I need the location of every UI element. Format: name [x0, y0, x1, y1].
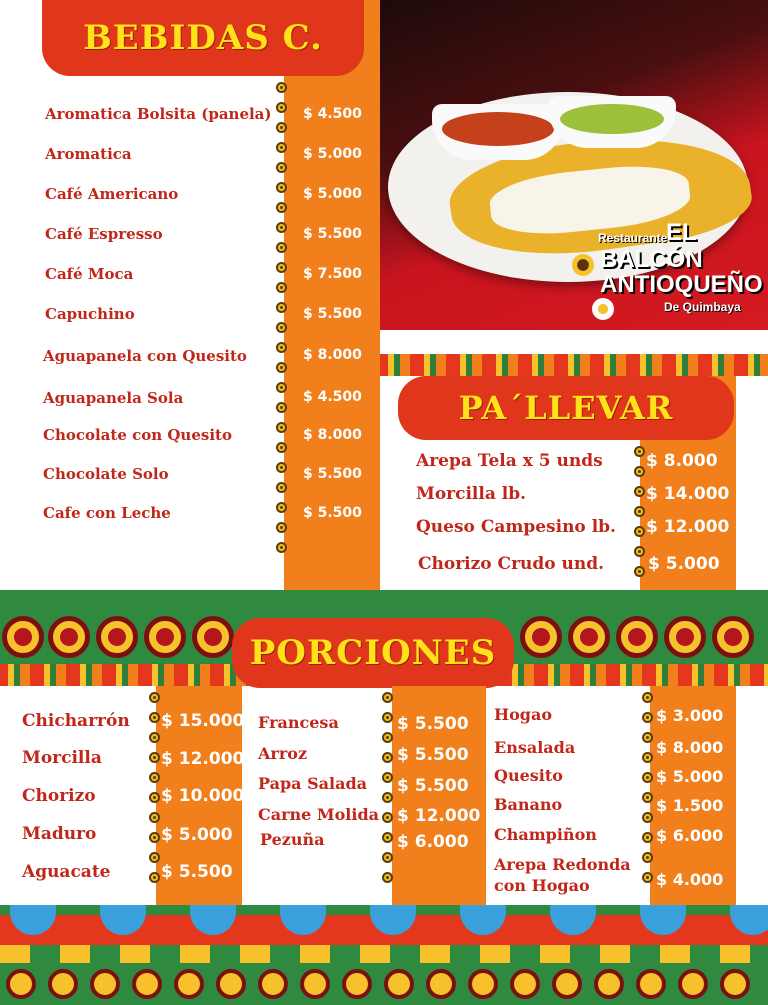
menu-item-price: $ 8.000 [303, 347, 362, 363]
menu-item-name: Arroz [258, 744, 308, 763]
menu-item-name: Aguapanela con Quesito [43, 347, 247, 365]
pallevar-dots [632, 446, 646, 586]
bebidas-title-banner [42, 0, 364, 76]
menu-item-price: $ 8.000 [303, 427, 362, 443]
menu-item-price: $ 4.000 [656, 870, 724, 889]
porciones-title: PORCIONES [249, 633, 497, 673]
menu-item-price: $ 4.500 [303, 106, 362, 122]
logo-el: EL [666, 219, 697, 246]
menu-item-name: con Hogao [494, 876, 590, 895]
menu-item-price: $ 1.500 [656, 796, 724, 815]
menu-item-price: $ 5.500 [303, 226, 362, 242]
menu-item-name: Aguacate [22, 862, 111, 882]
daisy-icon [592, 298, 614, 320]
menu-item-price: $ 5.000 [303, 186, 362, 202]
menu-item-price: $ 3.000 [656, 706, 724, 725]
porciones-dots-3 [640, 692, 654, 892]
logo-balcon: BALCÓN [600, 246, 703, 273]
menu-item-price: $ 12.000 [397, 806, 481, 826]
menu-item-price: $ 5.500 [397, 776, 469, 796]
menu-item-price: $ 5.000 [656, 767, 724, 786]
menu-item-price: $ 8.000 [646, 451, 718, 471]
menu-item-name: Cafe con Leche [43, 504, 171, 522]
menu-item-name: Café Moca [45, 265, 134, 283]
menu-item-price: $ 5.500 [397, 745, 469, 765]
menu-item-name: Aguapanela Sola [43, 389, 184, 407]
logo-restaurante: Restaurante [598, 231, 668, 245]
menu-item-name: Morcilla [22, 748, 102, 768]
menu-item-name: Café Americano [45, 185, 179, 203]
menu-item-name: Chicharrón [22, 711, 130, 731]
menu-item-name: Aromatica [45, 145, 132, 163]
menu-item-name: Hogao [494, 705, 553, 724]
menu-item-name: Arepa Tela x 5 unds [416, 451, 603, 471]
menu-item-name: Banano [494, 795, 563, 814]
menu-item-price: $ 5.000 [303, 146, 362, 162]
menu-item-price: $ 8.000 [656, 738, 724, 757]
menu-item-price: $ 6.000 [397, 832, 469, 852]
bottom-decorative-band [0, 905, 768, 1005]
menu-item-name: Café Espresso [45, 225, 163, 243]
pallevar-title-banner [398, 376, 734, 440]
menu-item-name: Chorizo [22, 786, 96, 806]
logo-quimbaya: De Quimbaya [664, 300, 741, 314]
porciones-title-banner [232, 618, 514, 688]
pallevar-title: PA´LLEVAR [458, 389, 674, 427]
menu-item-price: $ 5.500 [303, 306, 362, 322]
bebidas-title: BEBIDAS C. [83, 18, 323, 58]
bebidas-price-column [284, 0, 380, 590]
porciones-dots-2 [380, 692, 394, 892]
menu-item-name: Papa Salada [258, 774, 368, 793]
menu-item-price: $ 10.000 [161, 786, 245, 806]
sunflower-icon [572, 254, 594, 276]
menu-item-price: $ 14.000 [646, 484, 730, 504]
menu-item-name: Arepa Redonda [494, 855, 631, 874]
menu-item-price: $ 7.500 [303, 266, 362, 282]
menu-item-price: $ 5.500 [397, 714, 469, 734]
menu-item-price: $ 4.500 [303, 389, 362, 405]
menu-item-name: Francesa [258, 713, 339, 732]
menu-item-price: $ 15.000 [161, 711, 245, 731]
decorative-stripe [380, 354, 768, 376]
menu-item-price: $ 5.000 [648, 554, 720, 574]
menu-item-name: Carne Molida [258, 805, 380, 824]
menu-item-price: $ 5.500 [303, 466, 362, 482]
menu-item-name: Maduro [22, 824, 97, 844]
menu-item-name: Ensalada [494, 738, 576, 757]
menu-item-name: Chocolate con Quesito [43, 426, 232, 444]
menu-item-name: Chorizo Crudo und. [418, 554, 605, 574]
menu-item-name: Queso Campesino lb. [416, 517, 616, 537]
menu-item-name: Morcilla lb. [416, 484, 527, 504]
menu-item-price: $ 12.000 [161, 749, 245, 769]
menu-item-name: Capuchino [45, 305, 135, 323]
bebidas-dots [274, 82, 288, 562]
menu-item-price: $ 5.500 [161, 862, 233, 882]
menu-item-price: $ 12.000 [646, 517, 730, 537]
menu-item-price: $ 6.000 [656, 826, 724, 845]
menu-item-price: $ 5.500 [303, 505, 362, 521]
menu-item-name: Chocolate Solo [43, 465, 169, 483]
menu-item-name: Quesito [494, 766, 563, 785]
menu-item-name: Pezuña [260, 830, 325, 849]
porciones-dots-1 [147, 692, 161, 892]
menu-item-name: Aromatica Bolsita (panela) [45, 105, 272, 123]
menu-item-price: $ 5.000 [161, 825, 233, 845]
logo-antioqueno: ANTIOQUEÑO [600, 271, 763, 298]
menu-item-name: Champiñon [494, 825, 597, 844]
